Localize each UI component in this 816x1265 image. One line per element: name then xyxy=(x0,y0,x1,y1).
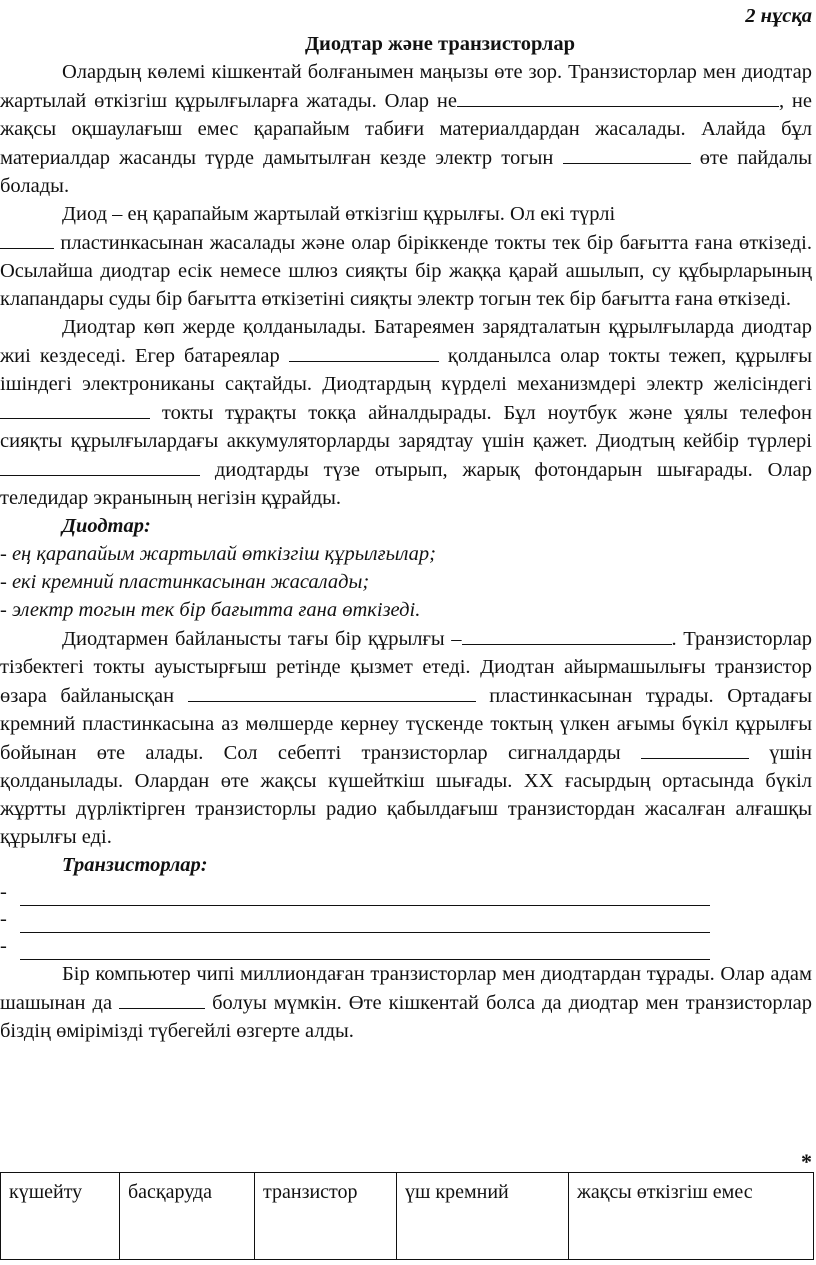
answer-blank[interactable] xyxy=(0,398,150,419)
diodes-list-item: - екі кремний пластинкасынан жасалады; xyxy=(0,571,370,593)
transistor-answer-line: - xyxy=(0,879,812,906)
diodes-list-item: - ең қарапайым жартылай өткізгіш құрылғылар; xyxy=(0,543,436,565)
transistor-answer-line: - xyxy=(0,906,812,933)
word-bank-cell: үш кремний xyxy=(397,1173,569,1260)
word-bank-table xyxy=(0,1172,814,1260)
answer-line[interactable] xyxy=(20,885,710,906)
diodes-list-item: - электр тогын тек бір бағытта ғана өткізеді. xyxy=(0,599,421,621)
answer-blank[interactable] xyxy=(188,681,476,702)
word-bank-cell: жақсы өткізгіш емес xyxy=(569,1173,814,1260)
answer-blank[interactable] xyxy=(563,143,691,164)
diodes-heading: Диодтар: xyxy=(62,515,151,537)
page-title: Диодтар және транзисторлар xyxy=(304,33,576,55)
answer-blank[interactable] xyxy=(119,988,205,1009)
worksheet-body xyxy=(0,58,812,1045)
transistor-answer-line: - xyxy=(0,933,812,960)
word-bank-cell: басқаруда xyxy=(120,1173,255,1260)
table-row xyxy=(1,1173,814,1260)
paragraph-5: Бір компьютер чипі миллиондаған транзисторлар мен диодтардан тұрады. Олар адам шашынан да болуы мүмкін. Өте кішкентай болса да диодтар мен транзисторлар біздің өмірімізді түбегейлі өзгерте алды. xyxy=(0,963,812,1042)
answer-line[interactable] xyxy=(20,939,710,960)
answer-line[interactable] xyxy=(20,912,710,933)
variant-label: 2 нұсқа xyxy=(745,5,812,27)
answer-blank[interactable] xyxy=(0,455,200,476)
paragraph-2: Диод – ең қарапайым жартылай өткізгіш құрылғы. Ол екі түрлі пластинкасынан жасалады және олар біріккенде токты тек бір бағытта ғана өткізеді. Осылайша диодтар есік немесе шлюз сияқты бір жаққа қарай ашылып, су құбырларының клапандары суды бір бағытта өткізетіні сияқты электр тогын тек бір бағытта ғана өткізеді. xyxy=(0,200,812,313)
answer-blank[interactable] xyxy=(641,738,749,759)
answer-blank[interactable] xyxy=(0,228,54,249)
transistors-heading: Транзисторлар: xyxy=(62,854,208,876)
paragraph-1: Олардың көлемі кішкентай болғанымен маңызы өте зор. Транзисторлар мен диодтар жартылай өткізгіш құрылғыларға жатады. Олар не , не жақсы оқшаулағыш емес қарапайым табиғи материалдардан жасалады. Алайда бұл материалдар жасанды түрде дамытылған кезде электр тогын өте пайдалы болады. xyxy=(0,61,812,197)
paragraph-4: Диодтармен байланысты тағы бір құрылғы – . Транзисторлар тізбектегі токты ауыстырғыш ретінде қызмет етеді. Диодтан айырмашылығы транзистор өзара байланысқан пластинкасынан тұрады. Ортадағы кремний пластинкасына аз мөлшерде кернеу түскенде токтың үлкен ағымы бүкіл құрылғы бойынан өте алады. Сол себепті транзисторлар сигналдарды үшін қолданылады. Олардан өте жақсы күшейткіш шығады. XX ғасырдың ортасында бүкіл жұртты дүрліктірген транзисторлы радио қабылдағыш транзистордан жасалған алғашқы құрылғы еді. xyxy=(0,624,812,851)
paragraph-3: Диодтар көп жерде қолданылады. Батареямен зарядталатын құрылғыларда диодтар жиі кездеседі. Егер батареялар қолданылса олар токты тежеп, құрылғы ішіндегі электрониканы сақтайды. Диодтардың күрделі механизмдері электр желісіндегі токты тұрақты токқа айналдырады. Бұл ноутбук және ұялы телефон сияқты құрылғылардағы аккумуляторларды зарядтау үшін қажет. Диодтың кейбір түрлері диодтарды түзе отырып, жарық фотондарын шығарады. Олар теледидар экранының негізін құрайды. xyxy=(0,316,812,509)
answer-blank[interactable] xyxy=(457,86,779,107)
word-bank-cell: транзистор xyxy=(255,1173,397,1260)
word-bank-cell: күшейту xyxy=(1,1173,120,1260)
star-mark: * xyxy=(801,1149,812,1174)
answer-blank[interactable] xyxy=(289,341,439,362)
answer-blank[interactable] xyxy=(462,624,672,645)
